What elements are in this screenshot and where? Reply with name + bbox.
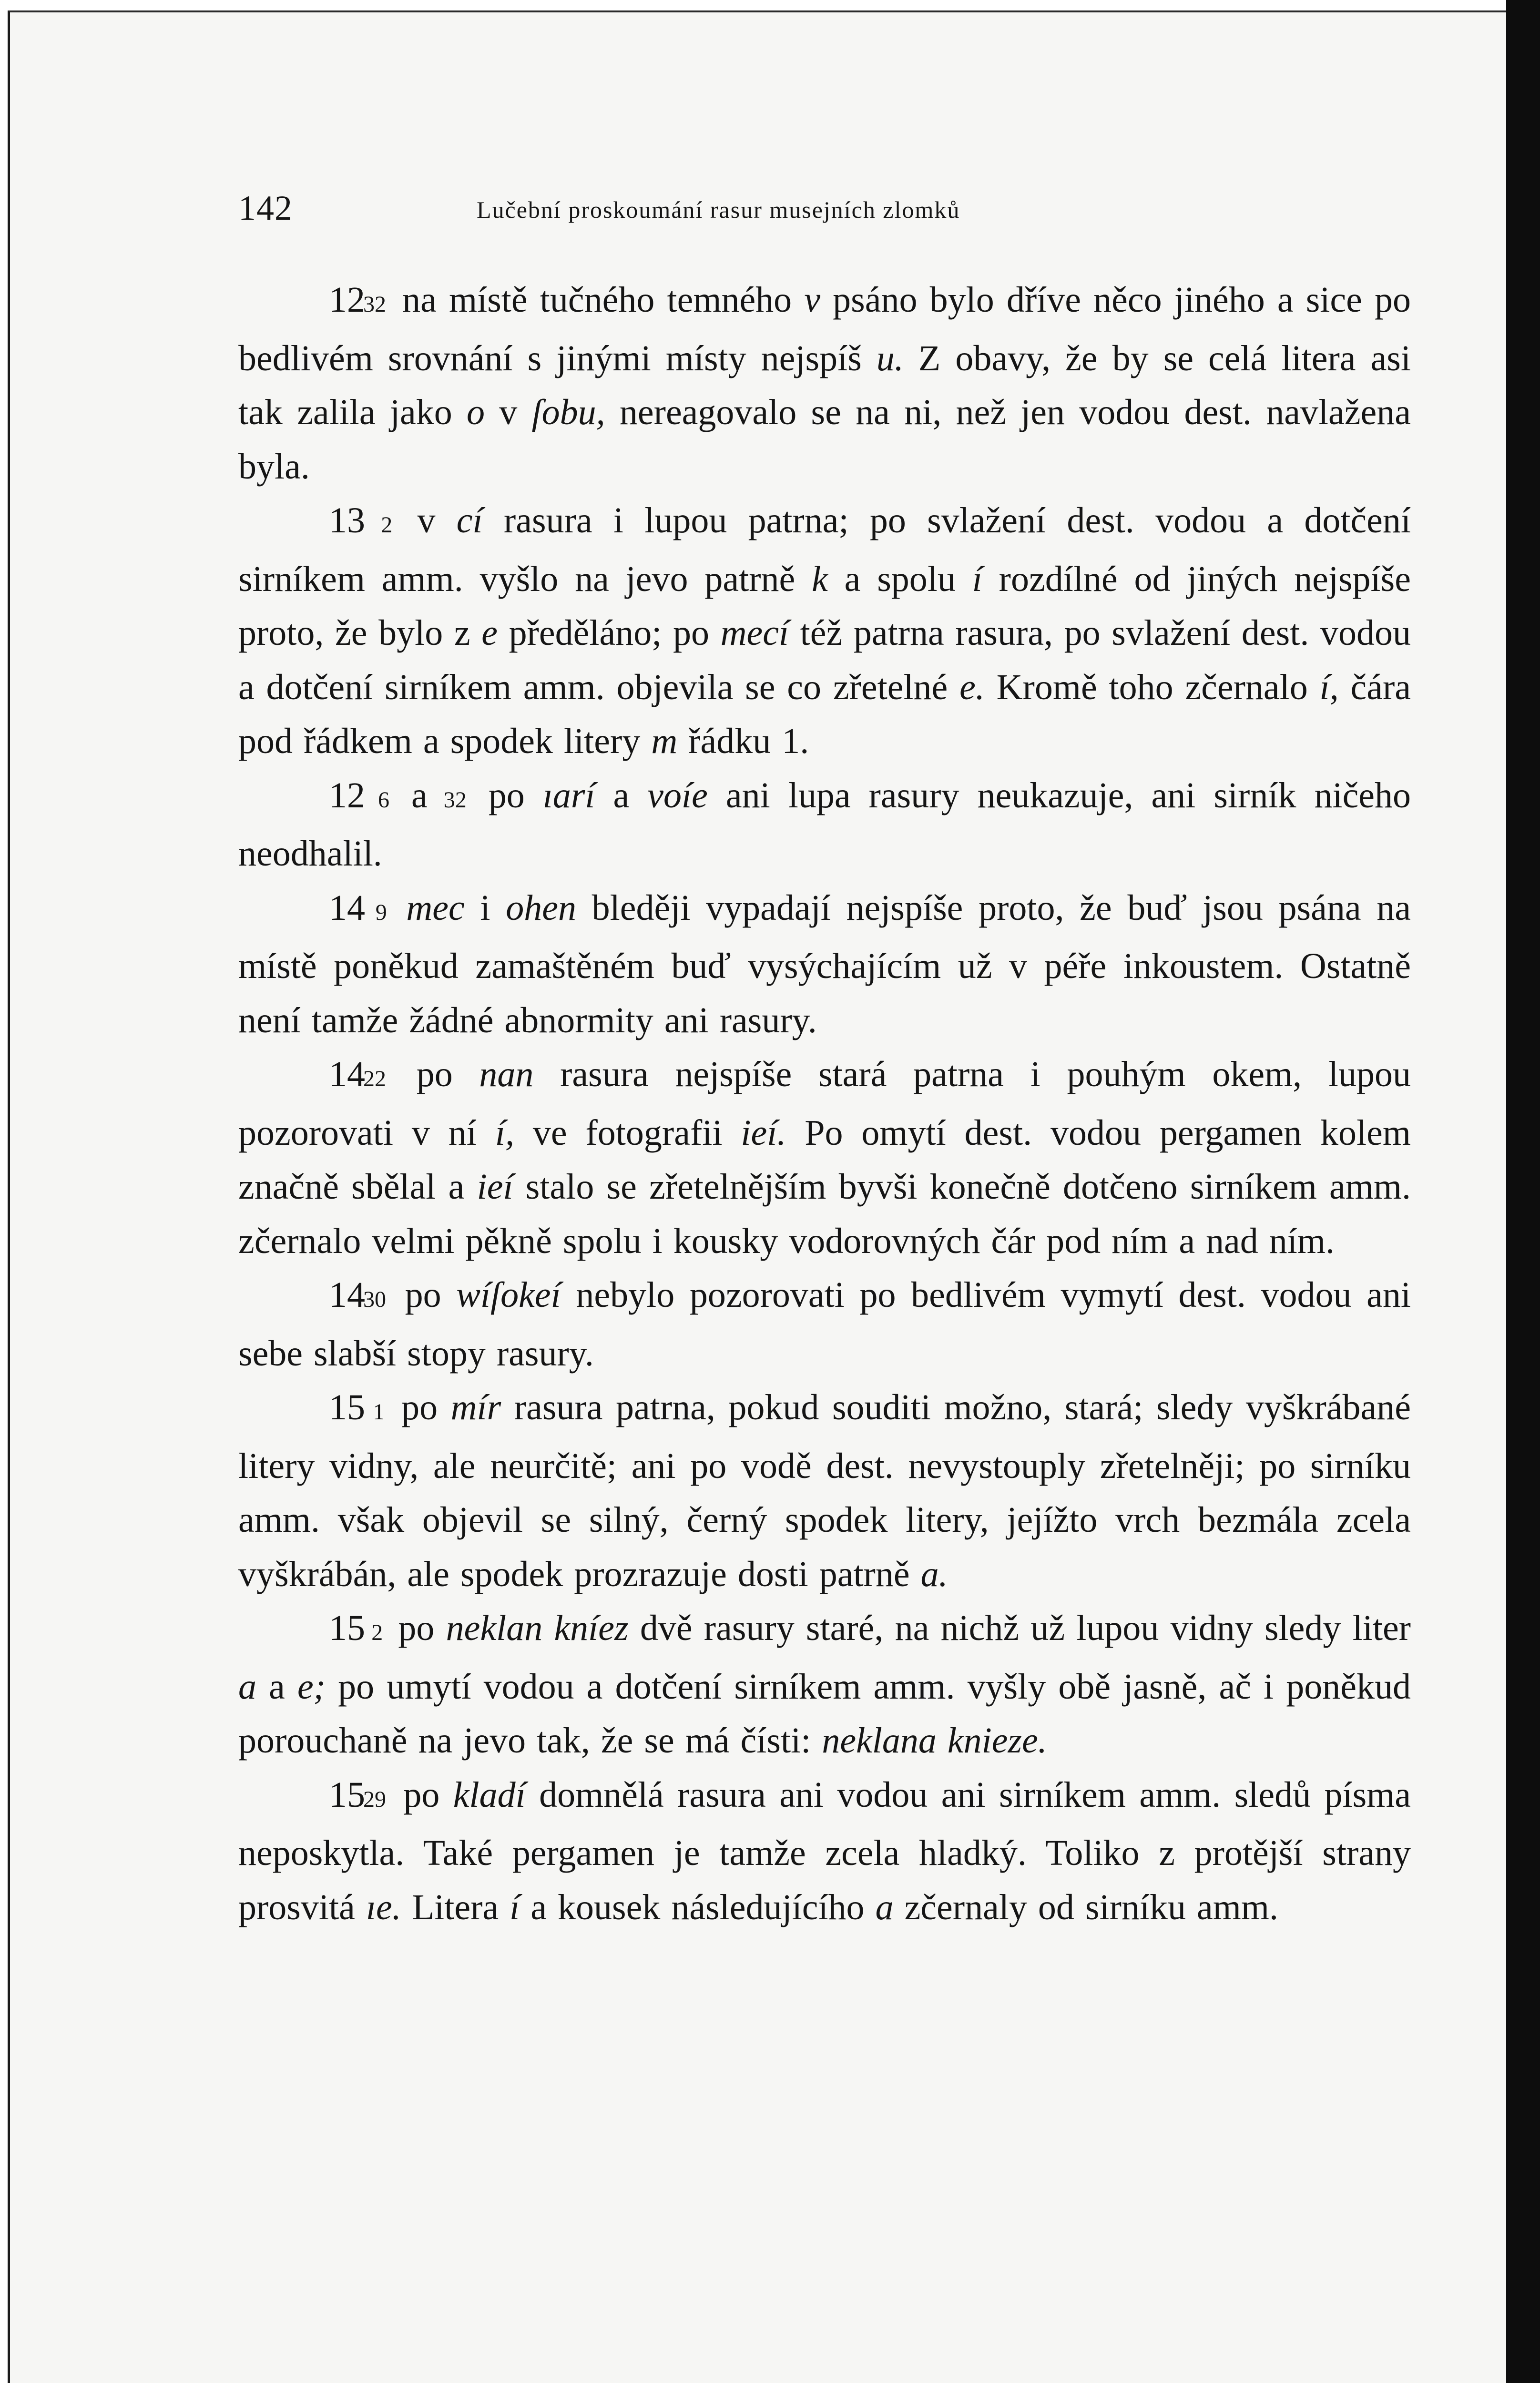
italic-term: kladí	[453, 1774, 526, 1815]
italic-term: mír	[450, 1387, 501, 1427]
line-reference-number: 1	[363, 1399, 385, 1425]
italic-term: voíe	[647, 775, 708, 815]
paragraph-text: po	[470, 775, 543, 815]
italic-term: neklana knieze.	[822, 1721, 1047, 1761]
italic-term: m	[651, 721, 678, 761]
paragraph-text: po	[387, 1608, 446, 1648]
paragraph-text: bleději vypadají nejspíše proto, že buď jsou psána na místě poněkud zamaštěném buď vysýchajícím už v péře inkoustem. Ostatně není tamže žádné abnormity ani rasury.	[238, 887, 1411, 1040]
paragraph	[238, 1601, 1411, 1768]
paragraph-text: po	[390, 1774, 453, 1815]
scan-edge-right	[1506, 0, 1540, 2383]
italic-term: a.	[920, 1554, 948, 1594]
paragraph-text: nebylo pozorovati po bedlivém vymytí dest. vodou ani sebe slabší stopy rasury.	[238, 1275, 1411, 1374]
line-reference-number: 2	[363, 1620, 383, 1645]
paragraph-text: též patrna rasura, po svlažení dest. vodou a dotčení sirníkem amm. objevila se co zřetelné	[238, 613, 1411, 707]
paragraph-text: Z obavy, že by se celá litera asi tak zalila jako	[238, 338, 1411, 432]
line-reference-number: 32	[363, 292, 386, 317]
line-reference-number: 9	[363, 899, 387, 925]
paragraph	[238, 1381, 1411, 1601]
paragraph-text: psáno bylo dříve něco jiného a sice po bedlivém srovnání s jinými místy nejspíš	[238, 280, 1411, 378]
italic-term: ıe.	[366, 1887, 401, 1927]
paragraph-text: a	[256, 1666, 297, 1707]
paragraph-text: řádku 1.	[677, 721, 809, 761]
italic-term: neklan kníez	[446, 1608, 629, 1648]
paragraph-text: čára pod řádkem a spodek litery	[238, 667, 1411, 761]
paragraph-text: a kousek následujícího	[520, 1887, 876, 1927]
paragraph-text: rozdílné od jiných nejspíše proto, že bylo z	[238, 559, 1411, 653]
paragraph-text: v	[396, 500, 457, 540]
running-head: Lučební proskoumání rasur musejních zlomků	[477, 196, 960, 223]
line-reference-number: 30	[363, 1287, 386, 1312]
line-reference-number: 32	[443, 787, 467, 813]
paragraph-text	[391, 888, 407, 928]
paragraph-text: rasura patrna, pokud souditi možno, stará; sledy vyškrábané litery vidny, ale neurčitě; ani po vodě dest. nevystouply zřetelněji; po sirníku amm. však objevil se silný, černý spodek litery, jejížto vrch bezmála zcela vyškrábán, ale spodek prozrazuje dosti patrně	[238, 1387, 1411, 1594]
line-reference-number: 2	[363, 512, 393, 538]
italic-term: mecí	[720, 613, 789, 653]
paragraph-text: i	[464, 887, 506, 928]
paragraph-text: předěláno; po	[497, 613, 721, 653]
page-content	[238, 188, 1411, 1935]
italic-term: u.	[876, 338, 904, 378]
paragraph-text: nereagovalo se na ni, než jen vodou dest. navlažena byla.	[238, 392, 1411, 487]
paragraph-text: ani lupa rasury neukazuje, ani sirník ničeho neodhalil.	[238, 775, 1411, 874]
paragraph	[238, 1268, 1411, 1381]
italic-term: í	[972, 559, 982, 599]
italic-term: ohen	[506, 887, 576, 928]
line-reference: 15	[329, 1608, 365, 1648]
italic-term: ieí	[477, 1167, 513, 1207]
paragraph	[238, 1048, 1411, 1268]
line-reference: 13	[329, 500, 365, 540]
italic-term: o	[467, 392, 485, 432]
line-reference: 12	[329, 775, 365, 815]
paragraph-text: domnělá rasura ani vodou ani sirníkem amm. sledů písma neposkytla. Také pergamen je tamže zcela hladký. Toliko z protější strany prosvitá	[238, 1774, 1411, 1927]
italic-term: nan	[479, 1054, 534, 1094]
paragraph-text: a	[595, 775, 648, 815]
line-reference-number: 6	[363, 787, 389, 813]
paragraph-text: ve fotografii	[514, 1112, 741, 1153]
paragraph-text: po	[388, 1387, 451, 1427]
paragraph-text: rasura nejspíše stará patrna i pouhým okem, lupou pozorovati v ní	[238, 1054, 1411, 1153]
italic-term: k	[812, 559, 828, 599]
paragraph-text: v	[485, 392, 532, 432]
line-reference: 15	[329, 1774, 365, 1815]
italic-term: cí	[456, 500, 483, 540]
paragraph-text: dvě rasury staré, na nichž už lupou vidny sledy liter	[628, 1608, 1411, 1648]
line-reference: 15	[329, 1387, 365, 1427]
line-reference: 14	[329, 887, 365, 928]
page-body	[238, 273, 1411, 1935]
paragraph-text: na místě tučného temného	[390, 280, 805, 320]
italic-term: v	[804, 280, 821, 320]
paragraph	[238, 494, 1411, 769]
page-number: 142	[238, 189, 293, 228]
paragraph-text: stalo se zřetelnějším byvši konečně dotčeno sirníkem amm. zčernalo velmi pěkně spolu i kousky vodorovných čár pod ním a nad ním.	[238, 1167, 1411, 1261]
italic-term: í	[510, 1887, 520, 1927]
italic-term: a	[238, 1666, 256, 1707]
paragraph-text: po	[390, 1054, 479, 1094]
italic-term: wíſokeí	[456, 1275, 561, 1315]
italic-term: mec	[406, 887, 465, 928]
line-reference-number: 22	[363, 1066, 386, 1091]
page-header	[238, 188, 1411, 241]
line-reference: 14	[329, 1275, 365, 1315]
italic-term: e.	[959, 667, 985, 707]
italic-term: í,	[1319, 667, 1339, 707]
paragraph	[238, 1768, 1411, 1935]
italic-term: í,	[495, 1112, 514, 1153]
paragraph-text: a	[393, 775, 446, 815]
paragraph	[238, 273, 1411, 494]
paragraph-text: Litera	[401, 1887, 510, 1927]
paragraph-text: po umytí vodou a dotčení sirníkem amm. vyšly obě jasně, ač i poněkud porouchaně na jevo tak, že se má čísti:	[238, 1666, 1411, 1761]
line-reference: 12	[329, 280, 365, 320]
paragraph-text: a spolu	[827, 559, 972, 599]
paragraph-text: rasura i lupou patrna; po svlažení dest. vodou a dotčení sirníkem amm. vyšlo na jevo patrně	[238, 500, 1411, 599]
paragraph-text: Po omytí dest. vodou pergamen kolem značně sbělal a	[238, 1112, 1411, 1207]
paragraph-text: po	[390, 1275, 457, 1315]
paragraph	[238, 881, 1411, 1048]
paragraph-text: zčernaly od sirníku amm.	[893, 1887, 1278, 1927]
italic-term: ieí.	[741, 1112, 786, 1153]
paragraph-text: Kromě toho zčernalo	[984, 667, 1320, 707]
italic-term: e	[481, 613, 498, 653]
italic-term: a	[875, 1887, 894, 1927]
italic-term: ſobu,	[531, 392, 605, 432]
paragraph	[238, 769, 1411, 881]
italic-term: e;	[297, 1666, 326, 1707]
line-reference-number: 29	[363, 1786, 386, 1812]
line-reference: 14	[329, 1054, 365, 1094]
italic-term: ıarí	[542, 775, 595, 815]
